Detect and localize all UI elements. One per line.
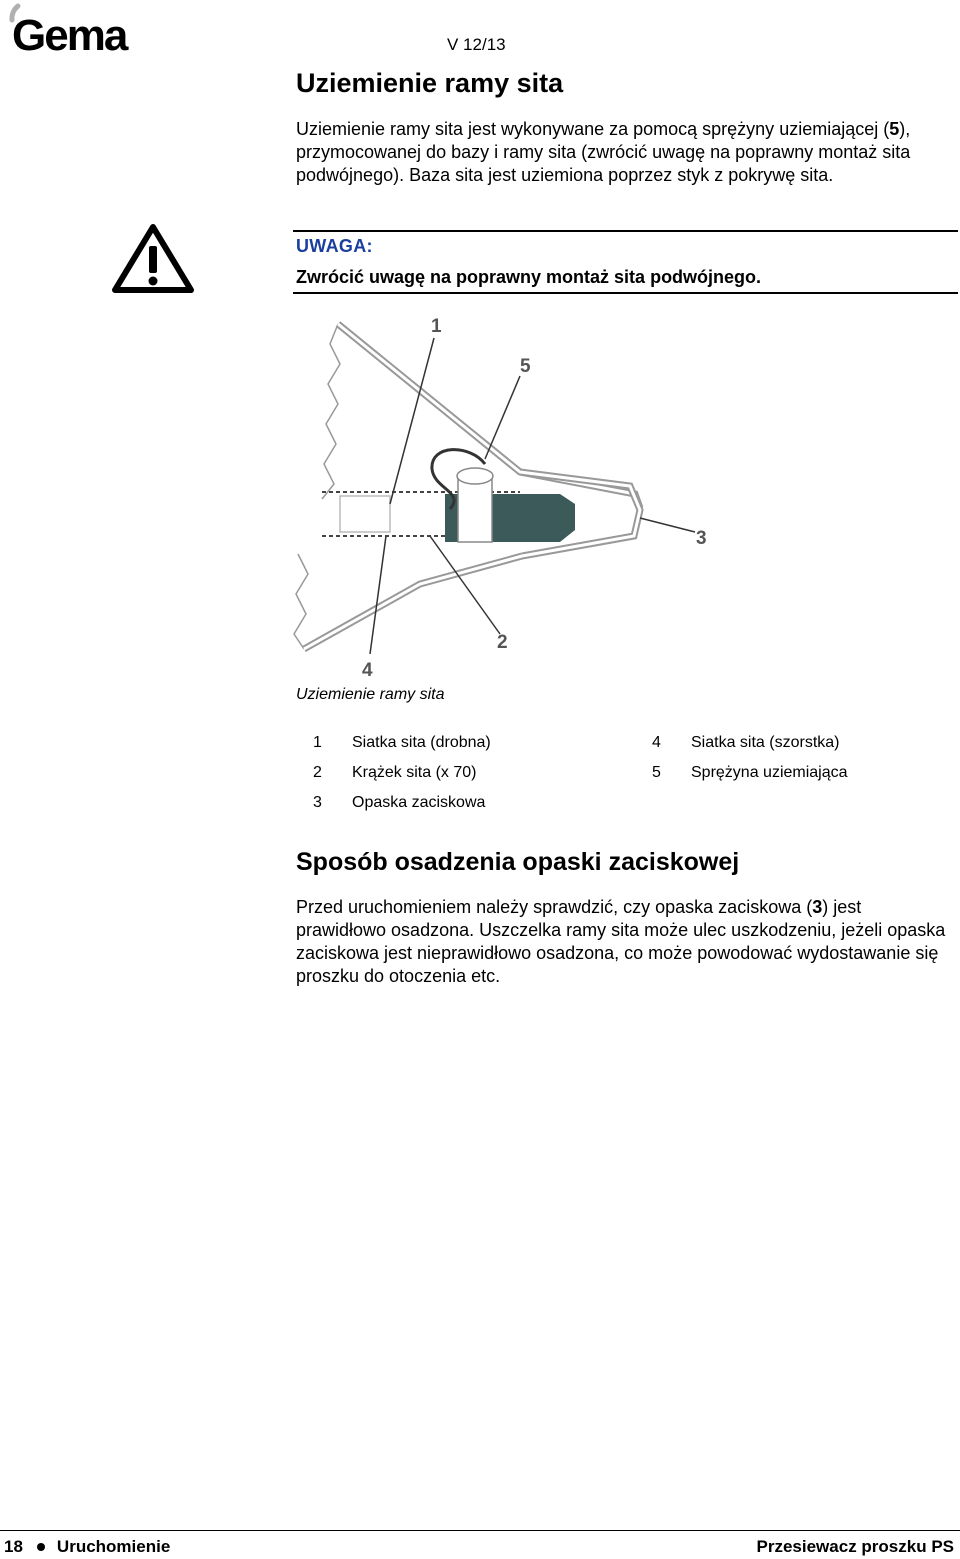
gema-logo — [4, 2, 154, 58]
intro-text-2: ), przymocowanej do bazy i ramy sita (zwrócić uwagę na poprawny montaż sita podwójnego). Baza sita jest uziemiona poprzez styk z pokrywę sita. — [296, 119, 911, 185]
logo-text: Gema — [12, 11, 127, 58]
section-title-clamp: Sposób osadzenia opaski zaciskowej — [296, 848, 740, 876]
clamp-text-2: ) jest prawidłowo osadzona. Uszczelka ramy sita może ulec uszkodzeniu, jeżeli opaska zaciskowa jest nieprawidłowo osadzona, co może powodować wydostawanie się proszku do otoczenia etc. — [296, 897, 946, 986]
chapter-name: Uruchomienie — [56, 1537, 171, 1556]
clamp-paragraph — [296, 896, 946, 988]
clamp-text-1: Przed uruchomieniem należy sprawdzić, czy opaska zaciskowa ( — [296, 897, 813, 917]
warning-label: UWAGA: — [296, 236, 373, 256]
callout-5: 5 — [520, 356, 531, 377]
legend-num: 3 — [313, 794, 322, 811]
footer-left — [4, 1537, 170, 1557]
legend-item — [652, 758, 848, 788]
clamp-ref: 3 — [812, 897, 823, 917]
warning-rule-top — [293, 230, 958, 232]
legend-text: Siatka sita (szorstka) — [691, 734, 840, 751]
version-label: V 12/13 — [447, 35, 506, 54]
leader-5 — [485, 376, 520, 459]
legend-num: 1 — [313, 734, 322, 751]
leader-4 — [370, 536, 386, 654]
legend-text: Siatka sita (drobna) — [352, 734, 491, 751]
frame-lower — [304, 556, 522, 649]
legend-num: 5 — [652, 764, 661, 781]
mesh-edge-bottom — [294, 554, 308, 649]
page-number: 18 — [4, 1537, 23, 1556]
frame-lower-inner — [304, 556, 522, 649]
warning-rule-bottom — [293, 292, 958, 294]
product-name: Przesiewacz proszku PS — [756, 1537, 954, 1556]
figure-caption: Uziemienie ramy sita — [296, 686, 445, 703]
section-title-grounding: Uziemienie ramy sita — [296, 68, 564, 98]
footer-rule — [0, 1530, 960, 1531]
leader-1 — [390, 338, 434, 504]
intro-text-1: Uziemienie ramy sita jest wykonywane za pomocą sprężyny uziemiającej ( — [296, 119, 890, 139]
legend-num: 4 — [652, 734, 661, 751]
intro-paragraph — [296, 118, 936, 187]
legend-item — [652, 728, 848, 758]
callout-3: 3 — [696, 528, 707, 549]
grounding-diagram — [290, 304, 730, 684]
legend-item — [313, 728, 491, 758]
leader-2 — [430, 536, 500, 634]
legend-item — [313, 788, 491, 818]
frame-block — [340, 496, 390, 532]
callout-2: 2 — [497, 632, 508, 653]
legend-num: 2 — [313, 764, 322, 781]
mesh-edge-top — [322, 324, 340, 499]
legend-text: Sprężyna uziemiająca — [691, 764, 848, 781]
intro-ref: 5 — [889, 119, 900, 139]
warning-triangle-icon — [110, 222, 196, 294]
bullet-icon — [37, 1543, 45, 1551]
legend-item — [313, 758, 491, 788]
warning-text: Zwrócić uwagę na poprawny montaż sita podwójnego. — [296, 267, 762, 287]
legend-text: Opaska zaciskowa — [352, 794, 486, 811]
legend-left — [313, 728, 491, 818]
bolt-head — [457, 468, 493, 484]
legend-right — [652, 728, 848, 788]
bolt — [458, 476, 492, 542]
callout-4: 4 — [362, 660, 373, 681]
legend-text: Krążek sita (x 70) — [352, 764, 477, 781]
callout-1: 1 — [431, 316, 442, 337]
leader-3 — [640, 518, 695, 532]
